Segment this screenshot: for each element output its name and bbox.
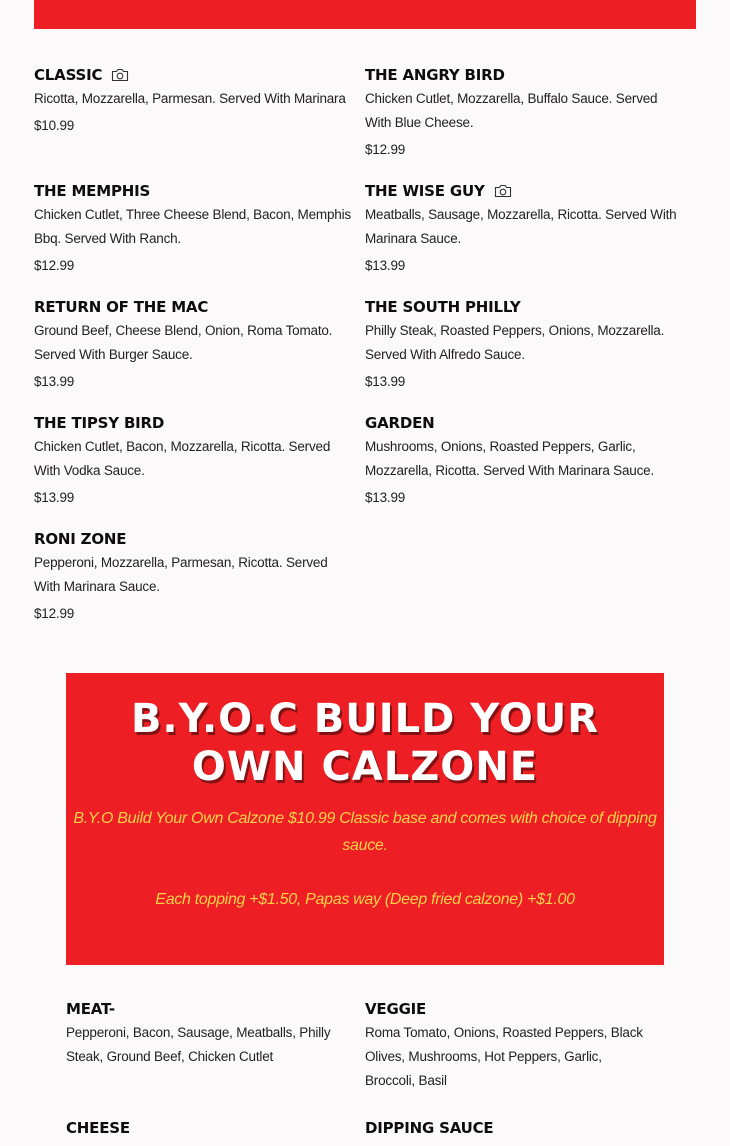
item-name: THE MEMPHIS: [34, 182, 151, 200]
item-price: $12.99: [34, 606, 75, 621]
menu-item[interactable]: [34, 296, 365, 412]
menu-item[interactable]: [34, 528, 365, 644]
item-description: Philly Steak, Roasted Peppers, Onions, Mozzarella. Served With Alfredo Sauce.: [365, 323, 665, 362]
byoc-banner: [66, 673, 664, 965]
camera-icon[interactable]: [494, 184, 512, 198]
item-name: THE ANGRY BIRD: [365, 66, 505, 84]
top-banner: [34, 0, 696, 29]
byoc-description: B.Y.O Build Your Own Calzone $10.99 Classic base and comes with choice of dipping sauce.: [73, 810, 657, 854]
item-price: $12.99: [365, 142, 406, 157]
byoc-title: B.Y.O.C BUILD YOUR OWN CALZONE: [130, 696, 600, 790]
item-price: $13.99: [34, 374, 75, 389]
item-price: $13.99: [365, 374, 406, 389]
menu-item[interactable]: [34, 412, 365, 528]
camera-icon[interactable]: [111, 68, 129, 82]
item-name: CLASSIC: [34, 66, 103, 84]
item-price: $13.99: [34, 490, 75, 505]
item-name: THE TIPSY BIRD: [34, 414, 165, 432]
item-price: $12.99: [34, 258, 75, 273]
menu-item[interactable]: [365, 412, 696, 528]
topping-category-name: DIPPING SAUCE: [365, 1119, 494, 1137]
topping-category[interactable]: [66, 1117, 365, 1146]
item-description: Mushrooms, Onions, Roasted Peppers, Garlic, Mozzarella, Ricotta. Served With Marinara Sauce.: [365, 439, 655, 478]
item-description: Chicken Cutlet, Three Cheese Blend, Bacon, Memphis Bbq. Served With Ranch.: [34, 207, 351, 246]
topping-category-name: MEAT-: [66, 1000, 115, 1018]
topping-category-name: CHEESE: [66, 1119, 130, 1137]
menu-item[interactable]: [365, 180, 696, 296]
toppings-grid: [66, 998, 664, 1146]
item-description: Chicken Cutlet, Bacon, Mozzarella, Ricotta. Served With Vodka Sauce.: [34, 439, 331, 478]
item-description: Pepperoni, Mozzarella, Parmesan, Ricotta. Served With Marinara Sauce.: [34, 555, 328, 594]
menu-item[interactable]: [365, 296, 696, 412]
item-name: THE WISE GUY: [365, 182, 485, 200]
item-name: GARDEN: [365, 414, 435, 432]
topping-category[interactable]: [365, 1117, 664, 1146]
calzone-menu-grid: [34, 64, 696, 644]
item-description: Ground Beef, Cheese Blend, Onion, Roma Tomato. Served With Burger Sauce.: [34, 323, 333, 362]
item-description: Chicken Cutlet, Mozzarella, Buffalo Sauce. Served With Blue Cheese.: [365, 91, 658, 130]
byoc-pricing-note: Each topping +$1.50, Papas way (Deep fried calzone) +$1.00: [155, 891, 575, 908]
item-price: $10.99: [34, 118, 75, 133]
topping-category[interactable]: [365, 998, 664, 1117]
menu-item[interactable]: [34, 64, 365, 180]
item-name: RETURN OF THE MAC: [34, 298, 209, 316]
topping-category-list: Roma Tomato, Onions, Roasted Peppers, Black Olives, Mushrooms, Hot Peppers, Garlic, Broccoli, Basil: [365, 1025, 643, 1088]
menu-item[interactable]: [365, 64, 696, 180]
topping-category-name: VEGGIE: [365, 1000, 427, 1018]
item-price: $13.99: [365, 258, 406, 273]
item-description: Meatballs, Sausage, Mozzarella, Ricotta. Served With Marinara Sauce.: [365, 207, 677, 246]
menu-item[interactable]: [34, 180, 365, 296]
item-price: $13.99: [365, 490, 406, 505]
topping-category[interactable]: [66, 998, 365, 1117]
item-name: RONI ZONE: [34, 530, 127, 548]
topping-category-list: Pepperoni, Bacon, Sausage, Meatballs, Philly Steak, Ground Beef, Chicken Cutlet: [66, 1025, 331, 1064]
item-description: Ricotta, Mozzarella, Parmesan. Served With Marinara: [34, 91, 346, 106]
item-name: THE SOUTH PHILLY: [365, 298, 521, 316]
